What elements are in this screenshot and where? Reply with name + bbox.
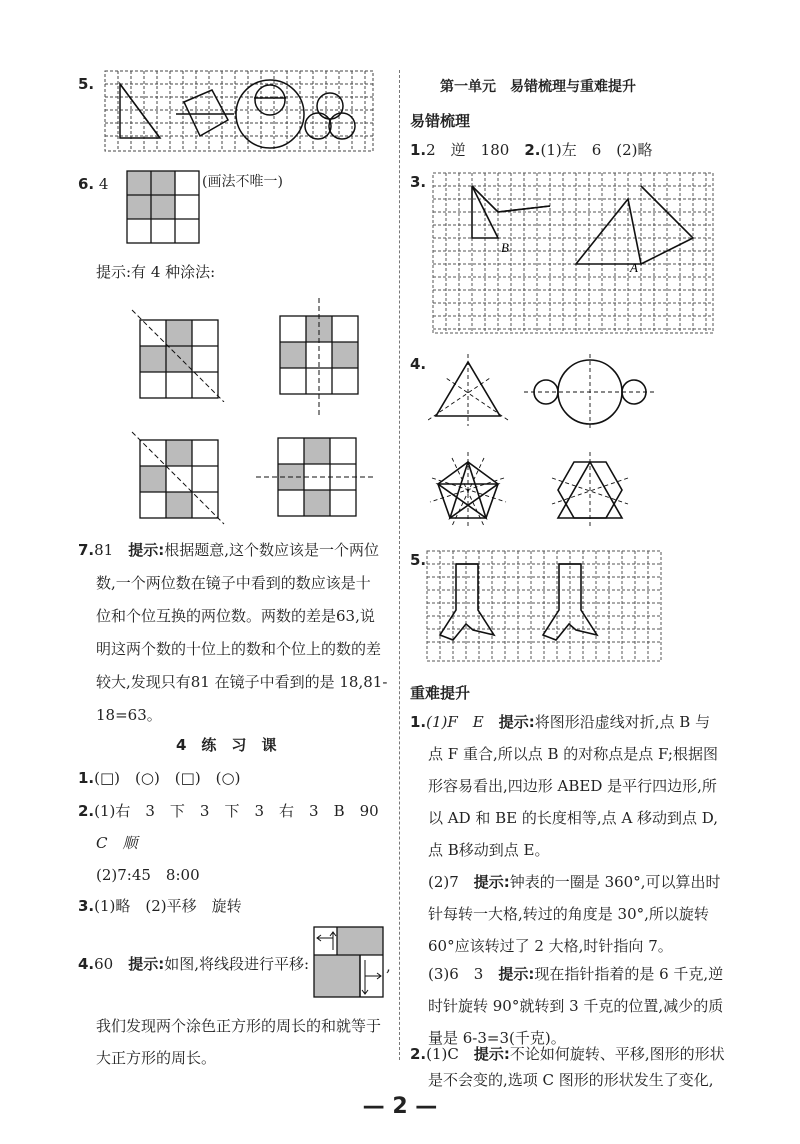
ex4-line-3: 大正方形的周长。	[96, 1049, 217, 1067]
q6-label: 6. 4	[78, 175, 109, 193]
r1-c-line-2: 时针旋转 90°就转到 3 千克的位置,减少的质	[428, 997, 724, 1015]
q7-line-5: 较大,发现只有81 在镜子中看到的是 18,81-	[96, 673, 388, 691]
section-key-difficulties: 重难提升	[410, 684, 471, 702]
coloring-method-1	[130, 306, 226, 402]
r1-a-line-4: 以 AD 和 BE 的长度相等,点 A 移动到点 D,	[428, 809, 719, 827]
ex1: 1.(□) (○) (□) (○)	[78, 769, 241, 787]
r1-c-line-1: (3)6 3 提示:现在指针指着的是 6 千克,逆	[428, 965, 724, 983]
section-4-title: 4 练 习 课	[176, 736, 277, 754]
column-divider	[399, 70, 400, 1060]
q6-answer-grid	[126, 170, 200, 244]
section-error-review: 易错梳理	[410, 112, 471, 130]
r1-a-line-2: 点 F 重合,所以点 B 的对称点是点 F;根据图	[428, 745, 718, 763]
r-q3-number: 3.	[410, 173, 427, 191]
ex2-line-3: (2)7:45 8:00	[96, 866, 200, 884]
q7-line-4: 明这两个数的十位上的数和个位上的数的差	[96, 640, 382, 658]
ex4-line-2: 我们发现两个涂色正方形的周长的和就等于	[96, 1017, 382, 1035]
q6-hint: 提示:有 4 种涂法:	[96, 263, 216, 281]
q7-first-line: 7.81 提示:根据题意,这个数应该是一个两位	[78, 541, 380, 559]
r-q4-symmetry-figures	[428, 354, 688, 532]
r1-c-line-3: 量是 6-3=3(千克)。	[428, 1029, 566, 1047]
r1-b-line-3: 60°应该转过了 2 大格,时针指向 7。	[428, 937, 673, 955]
q5-number: 5.	[78, 75, 95, 93]
ex4-line-1: 4.60 提示:如图,将线段进行平移:	[78, 955, 310, 973]
ex3: 3.(1)略 (2)平移 旋转	[78, 897, 242, 915]
r1-a-line-1: 1.(1)F E 提示:将图形沿虚线对折,点 B 与	[410, 713, 711, 731]
r-q1-q2: 1.2 逆 180 2.(1)左 6 (2)略	[410, 141, 653, 159]
page-number: — 2 —	[362, 1094, 438, 1119]
r-q3-grid-figure	[432, 172, 714, 334]
r1-a-line-5: 点 B移动到点 E。	[428, 841, 550, 859]
q7-line-6: 18=63。	[96, 706, 162, 724]
coloring-method-3	[130, 430, 226, 526]
q7-line-2: 数,一个两位数在镜子中看到的数应该是十	[96, 574, 371, 592]
q6-note: (画法不唯一)	[202, 174, 283, 190]
q7-line-3: 位和个位互换的两位数。两数的差是63,说	[96, 607, 375, 625]
q3-point-B-label: B	[501, 240, 509, 255]
ex2-line-2: C 顺	[96, 834, 138, 852]
r-q5-number: 5.	[410, 551, 427, 569]
coloring-method-4	[254, 432, 378, 522]
r1-b-line-2: 针每转一大格,转过的角度是 30°,所以旋转	[428, 905, 709, 923]
q5-symmetry-figures	[104, 70, 374, 152]
ex4-comma: ,	[386, 957, 391, 975]
coloring-method-2	[268, 296, 364, 420]
r-q5-translation-figure	[426, 550, 662, 662]
r1-b-line-1: (2)7 提示:钟表的一圈是 360°,可以算出时	[428, 873, 721, 891]
unit-title: 第一单元 易错梳理与重难提升	[440, 79, 636, 95]
ex4-translation-figure	[313, 926, 385, 998]
r2-line-2: 是不会变的,选项 C 图形的形状发生了变化,	[428, 1071, 714, 1089]
q3-point-A-label: A	[630, 260, 638, 275]
r1-a-line-3: 形容易看出,四边形 ABED 是平行四边形,所	[428, 777, 717, 795]
r2-line-1: 2.(1)C 提示:不论如何旋转、平移,图形的形状	[410, 1045, 725, 1063]
r-q4-number: 4.	[410, 355, 427, 373]
ex2-line-1: 2.(1)右 3 下 3 下 3 右 3 B 90	[78, 802, 379, 820]
